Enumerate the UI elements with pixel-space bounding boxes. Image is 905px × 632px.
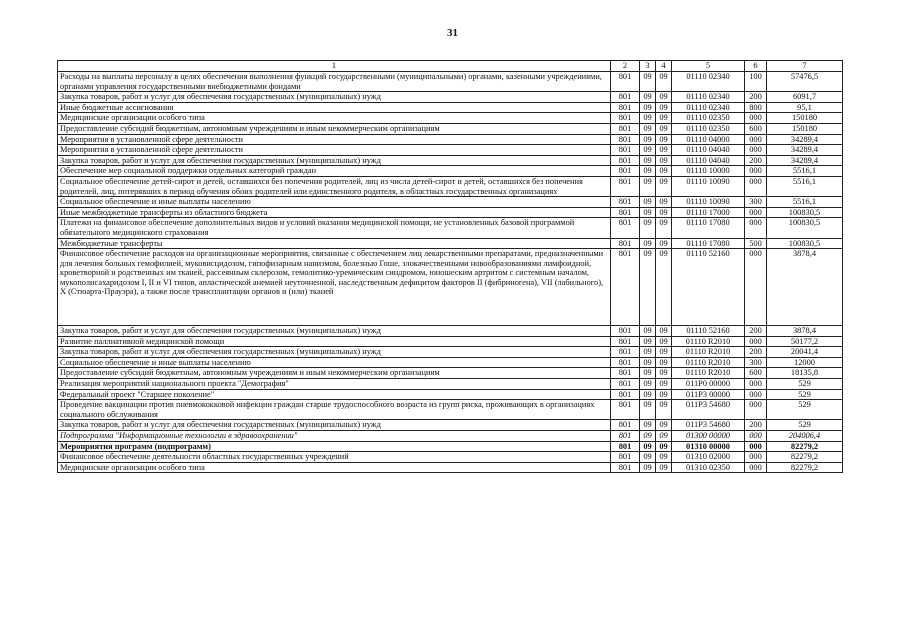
row-subsection: 09 — [656, 326, 672, 337]
row-target-article: 011P3 00000 — [672, 389, 745, 400]
row-ministry-code: 801 — [611, 452, 640, 463]
table-row — [58, 197, 843, 208]
row-section: 09 — [640, 155, 656, 166]
row-target-article: 01110 R2010 — [672, 357, 745, 368]
row-expense-type: 000 — [745, 145, 767, 156]
row-subsection: 09 — [656, 379, 672, 390]
row-target-article: 01110 10000 — [672, 166, 745, 177]
row-ministry-code: 801 — [611, 72, 640, 92]
row-expense-type: 000 — [745, 113, 767, 124]
row-subsection: 09 — [656, 113, 672, 124]
row-name: Проведение вакцинации против пневмококковой инфекции граждан старше трудоспособного возраста из групп риска, проживающих в организациях социального обслуживания — [58, 400, 611, 420]
row-name: Реализация мероприятий национального проекта "Демография" — [58, 379, 611, 390]
row-ministry-code: 801 — [611, 462, 640, 473]
row-ministry-code: 801 — [611, 379, 640, 390]
row-section: 09 — [640, 326, 656, 337]
row-subsection: 09 — [656, 431, 672, 442]
row-name: Закупка товаров, работ и услуг для обеспечения государственных (муниципальных) нужд — [58, 347, 611, 358]
row-target-article: 01110 02350 — [672, 113, 745, 124]
row-amount: 34289,4 — [767, 155, 843, 166]
column-header: 1 — [58, 61, 611, 72]
row-target-article: 01110 04040 — [672, 145, 745, 156]
row-subsection: 09 — [656, 123, 672, 134]
row-ministry-code: 801 — [611, 218, 640, 238]
table-row — [58, 441, 843, 452]
row-section: 09 — [640, 400, 656, 420]
table-row — [58, 176, 843, 196]
table-row — [58, 379, 843, 390]
row-expense-type: 200 — [745, 347, 767, 358]
table-row — [58, 462, 843, 473]
row-amount: 100830,5 — [767, 238, 843, 249]
row-name: Закупка товаров, работ и услуг для обеспечения государственных (муниципальных) нужд — [58, 420, 611, 431]
row-name: Мероприятия в установленной сфере деятельности — [58, 134, 611, 145]
row-expense-type: 300 — [745, 357, 767, 368]
row-expense-type: 100 — [745, 72, 767, 92]
table-row — [58, 452, 843, 463]
table-row — [58, 400, 843, 420]
row-expense-type: 000 — [745, 431, 767, 442]
table-row — [58, 218, 843, 238]
row-target-article: 01110 02340 — [672, 92, 745, 103]
row-subsection: 09 — [656, 238, 672, 249]
row-amount: 529 — [767, 389, 843, 400]
row-target-article: 01110 R2010 — [672, 347, 745, 358]
row-ministry-code: 801 — [611, 389, 640, 400]
row-name: Федеральный проект "Старшее поколение" — [58, 389, 611, 400]
row-expense-type: 000 — [745, 336, 767, 347]
table-row — [58, 155, 843, 166]
row-section: 09 — [640, 420, 656, 431]
row-ministry-code: 801 — [611, 155, 640, 166]
row-amount: 50177,2 — [767, 336, 843, 347]
row-target-article: 011P0 00000 — [672, 379, 745, 390]
row-expense-type: 000 — [745, 379, 767, 390]
row-section: 09 — [640, 452, 656, 463]
row-amount: 20041,4 — [767, 347, 843, 358]
row-subsection: 09 — [656, 368, 672, 379]
row-section: 09 — [640, 166, 656, 177]
row-ministry-code: 801 — [611, 176, 640, 196]
row-subsection: 09 — [656, 249, 672, 326]
column-header: 6 — [745, 61, 767, 72]
row-ministry-code: 801 — [611, 102, 640, 113]
row-name: Обеспечение мер социальной поддержки отдельных категорий граждан — [58, 166, 611, 177]
row-section: 09 — [640, 102, 656, 113]
row-name: Предоставление субсидий бюджетным, автономным учреждениям и иным некоммерческим организациям — [58, 368, 611, 379]
table-row — [58, 420, 843, 431]
row-amount: 529 — [767, 400, 843, 420]
table-row — [58, 113, 843, 124]
row-expense-type: 000 — [745, 389, 767, 400]
row-ministry-code: 801 — [611, 431, 640, 442]
row-expense-type: 300 — [745, 197, 767, 208]
row-subsection: 09 — [656, 207, 672, 218]
row-name: Платежи на финансовое обеспечение дополнительных видов и условий оказания медицинской помощи, не установленных базовой программой обязательного медицинского страхования — [58, 218, 611, 238]
row-ministry-code: 801 — [611, 441, 640, 452]
row-name: Закупка товаров, работ и услуг для обеспечения государственных (муниципальных) нужд — [58, 326, 611, 337]
row-section: 09 — [640, 368, 656, 379]
row-subsection: 09 — [656, 389, 672, 400]
row-ministry-code: 801 — [611, 92, 640, 103]
row-target-article: 01310 00000 — [672, 441, 745, 452]
row-expense-type: 000 — [745, 134, 767, 145]
row-subsection: 09 — [656, 176, 672, 196]
column-header: 2 — [611, 61, 640, 72]
row-amount: 95,1 — [767, 102, 843, 113]
row-target-article: 01110 52160 — [672, 249, 745, 326]
row-expense-type: 000 — [745, 207, 767, 218]
row-amount: 3878,4 — [767, 326, 843, 337]
table-row — [58, 145, 843, 156]
row-subsection: 09 — [656, 155, 672, 166]
row-target-article: 01110 17080 — [672, 238, 745, 249]
row-ministry-code: 801 — [611, 347, 640, 358]
row-expense-type: 000 — [745, 452, 767, 463]
row-subsection: 09 — [656, 336, 672, 347]
row-section: 09 — [640, 357, 656, 368]
table-row — [58, 336, 843, 347]
header-row — [58, 61, 843, 72]
table-row — [58, 326, 843, 337]
row-name: Развитие паллиативной медицинской помощи — [58, 336, 611, 347]
row-section: 09 — [640, 336, 656, 347]
row-subsection: 09 — [656, 166, 672, 177]
row-amount: 34289,4 — [767, 134, 843, 145]
row-name: Финансовое обеспечение деятельности областных государственных учреждений — [58, 452, 611, 463]
row-section: 09 — [640, 197, 656, 208]
row-amount: 82279,2 — [767, 452, 843, 463]
row-target-article: 01110 R2010 — [672, 336, 745, 347]
row-section: 09 — [640, 347, 656, 358]
row-target-article: 01110 02340 — [672, 102, 745, 113]
row-amount: 5516,1 — [767, 197, 843, 208]
row-name: Межбюджетные трансферты — [58, 238, 611, 249]
row-ministry-code: 801 — [611, 145, 640, 156]
row-target-article: 01110 04040 — [672, 155, 745, 166]
column-header: 7 — [767, 61, 843, 72]
row-name: Социальное обеспечение и иные выплаты населению — [58, 197, 611, 208]
row-target-article: 01310 02350 — [672, 462, 745, 473]
row-subsection: 09 — [656, 452, 672, 463]
row-ministry-code: 801 — [611, 123, 640, 134]
row-target-article: 01110 R2010 — [672, 368, 745, 379]
row-section: 09 — [640, 249, 656, 326]
row-subsection: 09 — [656, 102, 672, 113]
row-ministry-code: 801 — [611, 238, 640, 249]
table-row — [58, 123, 843, 134]
row-amount: 150180 — [767, 113, 843, 124]
row-section: 09 — [640, 123, 656, 134]
row-amount: 150180 — [767, 123, 843, 134]
row-target-article: 01110 02340 — [672, 72, 745, 92]
row-section: 09 — [640, 92, 656, 103]
row-section: 09 — [640, 431, 656, 442]
row-subsection: 09 — [656, 462, 672, 473]
budget-table — [57, 60, 843, 473]
row-target-article: 01310 02000 — [672, 452, 745, 463]
table-row — [58, 92, 843, 103]
row-target-article: 01110 17080 — [672, 218, 745, 238]
row-ministry-code: 801 — [611, 357, 640, 368]
row-ministry-code: 801 — [611, 166, 640, 177]
row-target-article: 01110 52160 — [672, 326, 745, 337]
row-amount: 100830,5 — [767, 207, 843, 218]
row-ministry-code: 801 — [611, 249, 640, 326]
row-amount: 5516,1 — [767, 176, 843, 196]
row-section: 09 — [640, 441, 656, 452]
row-ministry-code: 801 — [611, 134, 640, 145]
row-amount: 529 — [767, 379, 843, 390]
table-row — [58, 134, 843, 145]
page-number: 31 — [447, 27, 458, 39]
row-subsection: 09 — [656, 400, 672, 420]
row-amount: 5516,1 — [767, 166, 843, 177]
row-ministry-code: 801 — [611, 326, 640, 337]
row-expense-type: 000 — [745, 462, 767, 473]
row-section: 09 — [640, 113, 656, 124]
row-subsection: 09 — [656, 357, 672, 368]
row-amount: 6091,7 — [767, 92, 843, 103]
table-row — [58, 249, 843, 326]
row-section: 09 — [640, 218, 656, 238]
row-target-article: 01110 10090 — [672, 176, 745, 196]
row-amount: 529 — [767, 420, 843, 431]
row-name: Закупка товаров, работ и услуг для обеспечения государственных (муниципальных) нужд — [58, 92, 611, 103]
column-header: 5 — [672, 61, 745, 72]
row-target-article: 01110 17000 — [672, 207, 745, 218]
row-expense-type: 200 — [745, 92, 767, 103]
row-name: Социальное обеспечение детей-сирот и детей, оставшихся без попечения родителей, лиц из числа детей-сирот и детей, оставшихся без попечения родителей, лиц, потерявших в период обучения обоих родителей или единственного родителя, в областных государственных организациях — [58, 176, 611, 196]
row-expense-type: 200 — [745, 420, 767, 431]
row-name: Предоставление субсидий бюджетным, автономным учреждениям и иным некоммерческим организациям — [58, 123, 611, 134]
table-row — [58, 166, 843, 177]
row-expense-type: 600 — [745, 368, 767, 379]
row-amount: 18135,8 — [767, 368, 843, 379]
row-expense-type: 000 — [745, 441, 767, 452]
row-subsection: 09 — [656, 134, 672, 145]
row-expense-type: 200 — [745, 326, 767, 337]
row-name: Социальное обеспечение и иные выплаты населению — [58, 357, 611, 368]
table-row — [58, 347, 843, 358]
table-row — [58, 238, 843, 249]
row-amount: 34289,4 — [767, 145, 843, 156]
row-expense-type: 000 — [745, 400, 767, 420]
row-amount: 12000 — [767, 357, 843, 368]
row-expense-type: 600 — [745, 123, 767, 134]
row-section: 09 — [640, 379, 656, 390]
table-row — [58, 389, 843, 400]
row-amount: 82279,2 — [767, 462, 843, 473]
row-section: 09 — [640, 134, 656, 145]
row-name: Финансовое обеспечение расходов на организационные мероприятия, связанные с обеспечением лиц лекарственными препаратами, предназначенными для лечения больных гемофилией, муковисцидозом, гипофизарным нанизмом, болезнью Гоше, злокачественными новообразованиями лимфоидной, кроветворной и родственных им тканей, рассеянным склерозом, гемолитико-уремическим синдромом, юношеским артритом с системным началом, мукополисахаридозом I, II и VI типов, апластической анемией неуточненной, наследственным дефицитом факторов II (фибриногена), VII (лабильного), X (Стюарта-Прауэра), а также после трансплантации органов и (или) тканей — [58, 249, 611, 326]
row-subsection: 09 — [656, 441, 672, 452]
table-row — [58, 357, 843, 368]
column-header: 4 — [656, 61, 672, 72]
row-expense-type: 200 — [745, 155, 767, 166]
row-name: Мероприятия в установленной сфере деятельности — [58, 145, 611, 156]
row-subsection: 09 — [656, 92, 672, 103]
row-section: 09 — [640, 389, 656, 400]
row-subsection: 09 — [656, 72, 672, 92]
row-amount: 3878,4 — [767, 249, 843, 326]
row-ministry-code: 801 — [611, 400, 640, 420]
row-target-article: 01110 10090 — [672, 197, 745, 208]
row-name: Иные бюджетные ассигнования — [58, 102, 611, 113]
table-row — [58, 431, 843, 442]
row-name: Закупка товаров, работ и услуг для обеспечения государственных (муниципальных) нужд — [58, 155, 611, 166]
row-target-article: 011P3 54680 — [672, 400, 745, 420]
row-expense-type: 800 — [745, 102, 767, 113]
row-expense-type: 000 — [745, 176, 767, 196]
row-section: 09 — [640, 462, 656, 473]
row-name: Медицинские организации особого типа — [58, 462, 611, 473]
row-expense-type: 000 — [745, 218, 767, 238]
row-subsection: 09 — [656, 197, 672, 208]
row-target-article: 011P3 54680 — [672, 420, 745, 431]
row-ministry-code: 801 — [611, 420, 640, 431]
row-name: Мероприятия программ (подпрограмм) — [58, 441, 611, 452]
row-section: 09 — [640, 145, 656, 156]
row-section: 09 — [640, 72, 656, 92]
row-target-article: 01300 00000 — [672, 431, 745, 442]
row-ministry-code: 801 — [611, 197, 640, 208]
row-expense-type: 000 — [745, 166, 767, 177]
row-section: 09 — [640, 176, 656, 196]
row-name: Расходы на выплаты персоналу в целях обеспечения выполнения функций государственными (муниципальными) органами, казенными учреждениями, органами управления государственными внебюджетными фондами — [58, 72, 611, 92]
row-ministry-code: 801 — [611, 207, 640, 218]
row-target-article: 01110 04000 — [672, 134, 745, 145]
table-row — [58, 102, 843, 113]
row-subsection: 09 — [656, 347, 672, 358]
row-section: 09 — [640, 238, 656, 249]
row-amount: 82279,2 — [767, 441, 843, 452]
row-section: 09 — [640, 207, 656, 218]
table-row — [58, 72, 843, 92]
row-subsection: 09 — [656, 420, 672, 431]
row-name: Медицинские организации особого типа — [58, 113, 611, 124]
row-name: Иные межбюджетные трансферты из областного бюджета — [58, 207, 611, 218]
row-target-article: 01110 02350 — [672, 123, 745, 134]
row-name: Подпрограмма "Информационные технологии в здравоохранении" — [58, 431, 611, 442]
table-row — [58, 368, 843, 379]
row-ministry-code: 801 — [611, 113, 640, 124]
table-row — [58, 207, 843, 218]
row-subsection: 09 — [656, 145, 672, 156]
column-header: 3 — [640, 61, 656, 72]
row-ministry-code: 801 — [611, 336, 640, 347]
row-expense-type: 000 — [745, 249, 767, 326]
row-amount: 100830,5 — [767, 218, 843, 238]
row-expense-type: 500 — [745, 238, 767, 249]
row-ministry-code: 801 — [611, 368, 640, 379]
row-amount: 57476,5 — [767, 72, 843, 92]
row-amount: 204006,4 — [767, 431, 843, 442]
row-subsection: 09 — [656, 218, 672, 238]
